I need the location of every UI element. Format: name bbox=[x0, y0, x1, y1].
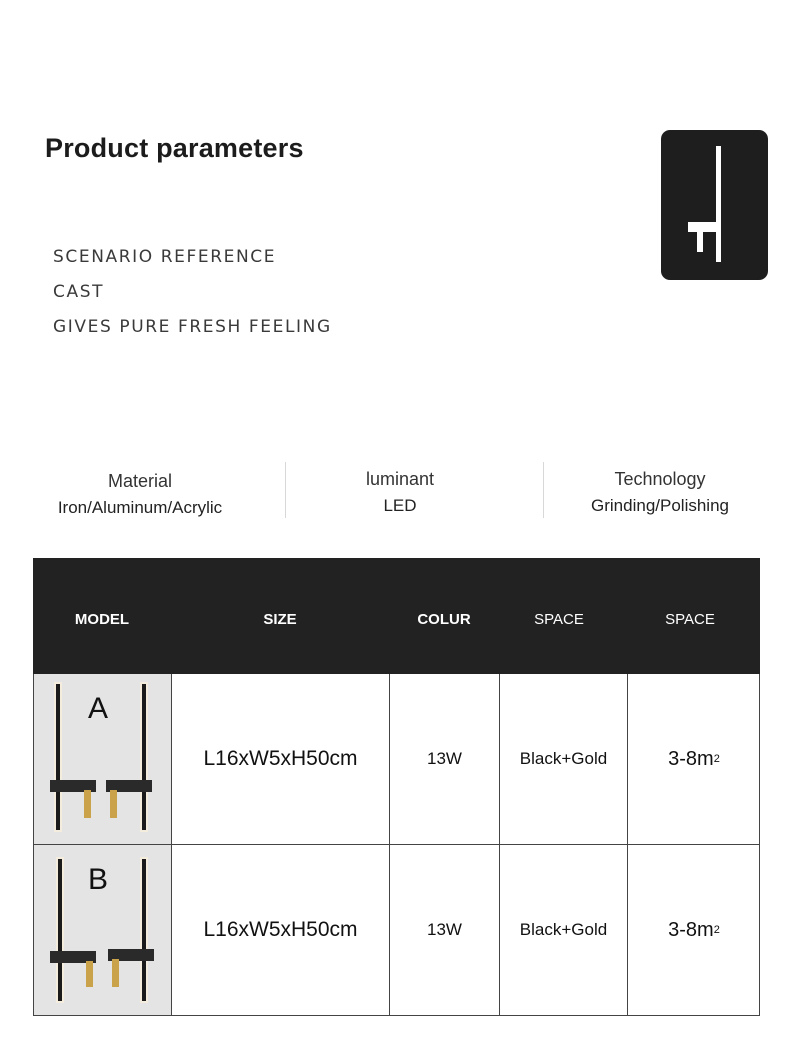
spec-label: luminant bbox=[365, 469, 435, 489]
scenario-line: SCENARIO REFERENCE bbox=[53, 247, 277, 267]
spec-label: Material bbox=[107, 471, 173, 491]
scenario-text bbox=[53, 240, 332, 345]
power-cell: 13W bbox=[390, 674, 500, 844]
scenario-line: CAST bbox=[53, 282, 105, 302]
color-cell: Black+Gold bbox=[500, 674, 628, 844]
parameter-table bbox=[33, 558, 760, 1016]
model-image-cell bbox=[34, 845, 172, 1015]
space-cell bbox=[628, 845, 760, 1015]
model-image-cell bbox=[34, 674, 172, 844]
table-row bbox=[33, 845, 760, 1016]
spec-luminant bbox=[300, 466, 500, 520]
space-value: 3-8m bbox=[668, 747, 714, 770]
space-cell bbox=[628, 674, 760, 844]
power-cell: 13W bbox=[390, 845, 500, 1015]
scenario-line: GIVES PURE FRESH FEELING bbox=[53, 317, 332, 337]
divider bbox=[285, 462, 286, 518]
space-unit-sup: 2 bbox=[713, 924, 720, 936]
space-value: 3-8m bbox=[668, 918, 714, 941]
header-space-2: SPACE bbox=[665, 611, 715, 628]
spec-value: LED bbox=[383, 496, 417, 515]
divider bbox=[543, 462, 544, 518]
wall-lamp-icon bbox=[661, 130, 768, 280]
header-size: SIZE bbox=[263, 611, 297, 628]
space-unit-sup: 2 bbox=[713, 753, 720, 765]
spec-material bbox=[40, 468, 240, 522]
spec-technology bbox=[560, 466, 760, 520]
spec-summary bbox=[0, 462, 800, 520]
header-space: SPACE bbox=[534, 611, 584, 628]
spec-value: Iron/Aluminum/Acrylic bbox=[57, 498, 223, 517]
spec-value: Grinding/Polishing bbox=[591, 496, 729, 515]
spec-label: Technology bbox=[614, 469, 706, 489]
model-letter: B bbox=[88, 863, 109, 896]
size-cell: L16xW5xH50cm bbox=[172, 845, 390, 1015]
model-letter: A bbox=[88, 692, 109, 725]
header-model: MODEL bbox=[74, 611, 130, 628]
header-colur: COLUR bbox=[417, 611, 471, 628]
table-header bbox=[33, 558, 760, 674]
table-row bbox=[33, 674, 760, 845]
color-cell: Black+Gold bbox=[500, 845, 628, 1015]
page-title: Product parameters bbox=[45, 133, 304, 163]
size-cell: L16xW5xH50cm bbox=[172, 674, 390, 844]
logo-badge bbox=[661, 130, 768, 280]
